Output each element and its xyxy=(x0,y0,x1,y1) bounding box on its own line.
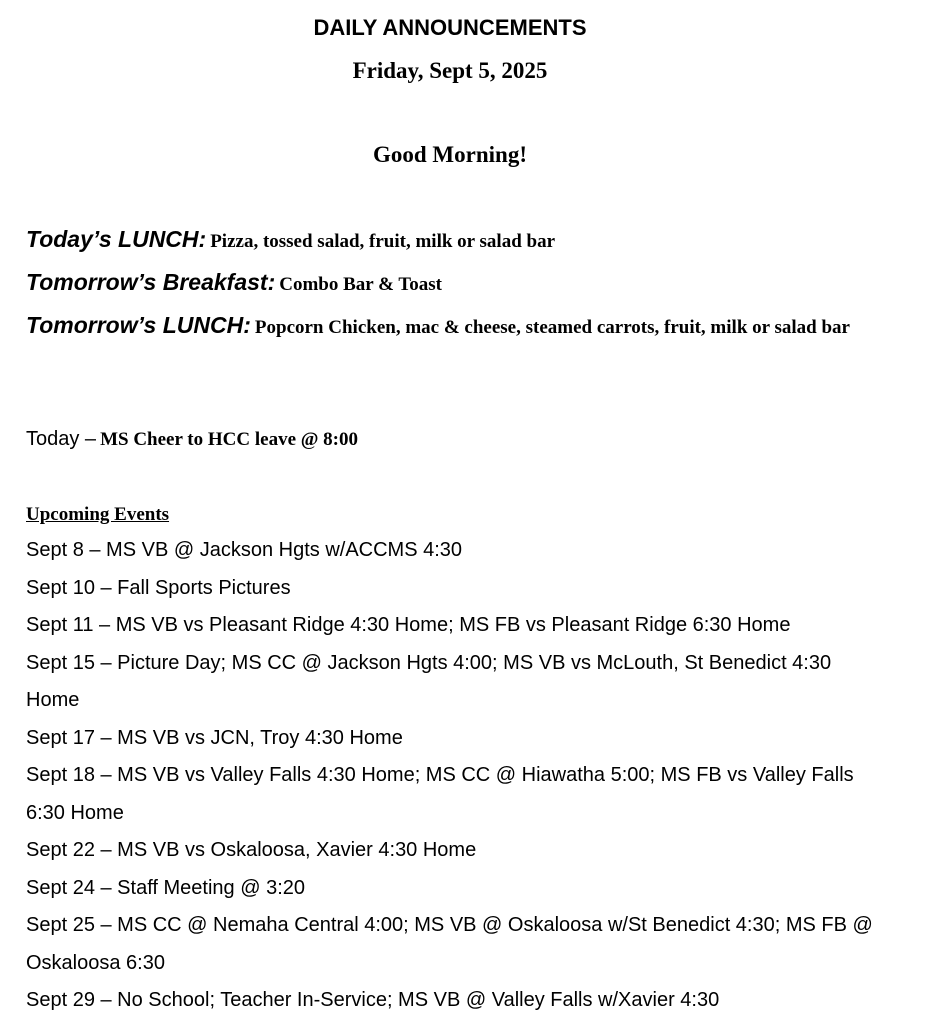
today-lunch xyxy=(26,219,896,263)
today-lunch-menu: Pizza, tossed salad, fruit, milk or salad bar xyxy=(210,231,556,252)
today-label: Today – xyxy=(26,428,97,450)
page-title: DAILY ANNOUNCEMENTS xyxy=(313,15,587,40)
tomorrow-lunch xyxy=(26,305,896,349)
event-item: Sept 24 – Staff Meeting @ 3:20 xyxy=(26,876,306,899)
upcoming-events-list xyxy=(26,532,886,1020)
tomorrow-lunch-menu: Popcorn Chicken, mac & cheese, steamed carrots, fruit, milk or salad bar xyxy=(254,317,850,338)
event-item: Sept 18 – MS VB vs Valley Falls 4:30 Home; MS CC @ Hiawatha 5:00; MS FB vs Valley Falls 6:30 Home xyxy=(26,764,854,824)
announcement-date: Friday, Sept 5, 2025 xyxy=(352,58,548,83)
today-lunch-label: Today’s LUNCH: xyxy=(26,226,207,252)
tomorrow-breakfast-label: Tomorrow’s Breakfast: xyxy=(26,269,276,295)
greeting: Good Morning! xyxy=(373,142,527,167)
today-notice xyxy=(26,424,358,456)
upcoming-events-heading: Upcoming Events xyxy=(26,504,170,525)
tomorrow-breakfast xyxy=(26,262,896,306)
event-item: Sept 17 – MS VB vs JCN, Troy 4:30 Home xyxy=(26,726,403,749)
event-item: Sept 29 – No School; Teacher In-Service; MS VB @ Valley Falls w/Xavier 4:30 xyxy=(26,989,720,1011)
event-item: Sept 8 – MS VB @ Jackson Hgts w/ACCMS 4:30 xyxy=(26,539,463,561)
event-item: Sept 10 – Fall Sports Pictures xyxy=(26,576,291,599)
event-item: Sept 11 – MS VB vs Pleasant Ridge 4:30 Home; MS FB vs Pleasant Ridge 6:30 Home xyxy=(26,614,791,636)
event-item: Sept 22 – MS VB vs Oskaloosa, Xavier 4:30 Home xyxy=(26,839,477,861)
today-text: MS Cheer to HCC leave @ 8:00 xyxy=(100,429,359,450)
tomorrow-breakfast-menu: Combo Bar & Toast xyxy=(279,274,443,295)
event-item: Sept 15 – Picture Day; MS CC @ Jackson Hgts 4:00; MS VB vs McLouth, St Benedict 4:30 Home xyxy=(26,651,832,711)
tomorrow-lunch-label: Tomorrow’s LUNCH: xyxy=(26,312,251,338)
event-item: Sept 25 – MS CC @ Nemaha Central 4:00; MS VB @ Oskaloosa w/St Benedict 4:30; MS FB @ Oskaloosa 6:30 xyxy=(26,914,873,974)
